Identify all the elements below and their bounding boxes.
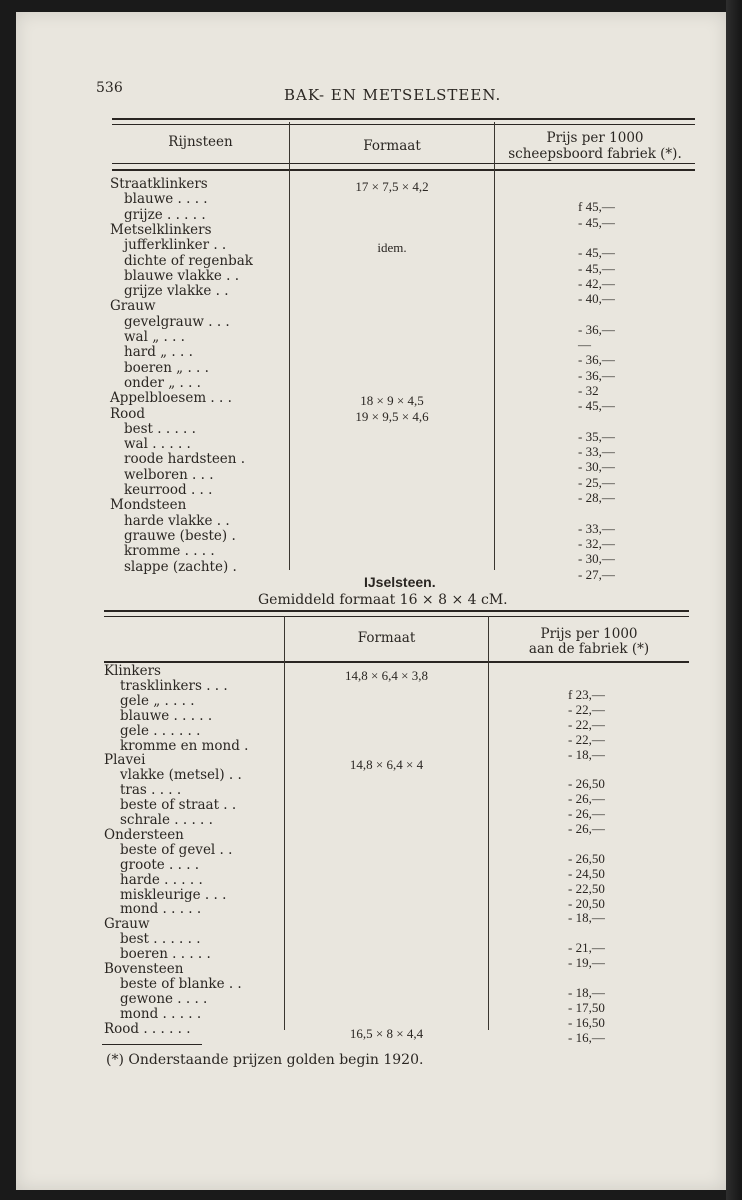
row-price: - 36,— <box>578 321 615 337</box>
row-label: Plavei <box>104 752 146 769</box>
row-label: Bovensteen <box>104 961 184 977</box>
row-price: - 27,— <box>578 566 615 582</box>
table1-header-prijs-2: scheepsboord fabriek (*). <box>508 146 682 162</box>
row-label: gele . . . . . . <box>120 722 201 739</box>
row-label: Rood <box>110 405 146 422</box>
row-label: schrale . . . . . <box>120 812 213 828</box>
table1-header-rijnsteen: Rijnsteen <box>168 134 233 150</box>
row-label: kromme . . . . <box>124 543 215 560</box>
row-price: - 42,— <box>578 275 615 291</box>
section-title: IJselsteen. <box>364 574 436 590</box>
row-format: 14,8 × 6,4 × 4 <box>349 757 424 773</box>
row-price: - 45,— <box>578 398 615 414</box>
table2-top-rule <box>104 610 689 612</box>
row-price: - 40,— <box>578 291 615 307</box>
row-label: blauwe . . . . . <box>120 707 213 724</box>
row-price: - 21,— <box>568 940 605 956</box>
table1-top-rule <box>112 118 695 120</box>
row-label: gewone . . . . <box>120 990 208 1007</box>
row-label: Klinkers <box>104 663 161 679</box>
row-label: jufferklinker . . <box>124 237 227 254</box>
row-price: - 36,— <box>578 367 615 383</box>
table1-header-rule-thick <box>112 169 695 171</box>
row-label: trasklinkers . . . <box>120 677 228 694</box>
row-price: f 45,— <box>578 199 615 215</box>
table2-header-prijs-2: aan de fabriek (*) <box>528 641 650 657</box>
table2-header-formaat: Formaat <box>357 630 416 646</box>
table1-col-divider-2 <box>494 122 495 570</box>
row-price: - 16,— <box>568 1029 605 1045</box>
row-price: - 45,— <box>578 260 615 276</box>
row-label: hard „ . . . <box>124 344 193 361</box>
row-price: - 22,50 <box>568 880 605 896</box>
row-price: - 33,— <box>578 520 615 536</box>
row-label: blauwe vlakke . . <box>124 267 240 284</box>
row-price: - 28,— <box>578 490 615 505</box>
row-label: groote . . . . <box>120 856 200 873</box>
row-label: keurrood . . . <box>124 482 213 498</box>
row-label: Appelbloesem . . . <box>110 390 232 407</box>
row-price: - 22,— <box>568 731 605 747</box>
row-label: mond . . . . . <box>120 901 202 918</box>
table1-header-rule <box>112 163 695 164</box>
row-format: 17 × 7,5 × 4,2 <box>355 179 429 194</box>
table2-header-prijs-1: Prijs per 1000 <box>540 626 638 642</box>
row-label: wal . . . . . <box>124 436 191 453</box>
book-spine <box>726 0 742 1200</box>
row-price: - 30,— <box>578 459 615 475</box>
row-price: - 20,50 <box>568 895 605 911</box>
row-label: dichte of regenbak <box>124 252 253 269</box>
row-label: vlakke (metsel) . . <box>120 767 242 784</box>
row-label: grauwe (beste) . <box>124 527 236 544</box>
row-price: - 25,— <box>578 474 615 490</box>
row-label: beste of straat . . <box>120 797 237 814</box>
row-format: 18 × 9 × 4,5 <box>360 393 424 409</box>
footnote: (*) Onderstaande prijzen golden begin 1920. <box>106 1052 424 1068</box>
row-label: roode hardsteen . <box>124 451 246 468</box>
row-label: best . . . . . <box>124 420 196 437</box>
row-label: grijze . . . . . <box>124 206 206 223</box>
table2-header-rule <box>104 661 689 663</box>
running-header: BAK- EN METSELSTEEN. <box>284 86 502 104</box>
table1-header-prijs-1: Prijs per 1000 <box>546 130 644 146</box>
row-label: Rood . . . . . . <box>104 1020 191 1037</box>
row-label: Straatklinkers <box>110 176 208 192</box>
row-price: - 26,50 <box>568 776 605 792</box>
row-format: idem. <box>377 240 407 256</box>
table1-top-rule-thin <box>112 124 695 125</box>
row-format: 14,8 × 6,4 × 3,8 <box>345 668 428 683</box>
row-label: Grauw <box>104 916 150 933</box>
row-price: - 32 <box>578 382 599 398</box>
row-label: Metselklinkers <box>110 221 212 238</box>
row-label: beste of blanke . . <box>120 975 242 992</box>
row-price: - 26,— <box>568 806 605 822</box>
row-price: - 18,— <box>568 746 605 762</box>
row-label: grijze vlakke . . <box>124 283 229 300</box>
row-price: - 24,50 <box>568 865 605 881</box>
row-price: - 22,— <box>568 716 605 732</box>
row-format: 19 × 9,5 × 4,6 <box>355 408 429 424</box>
row-price: - 33,— <box>578 444 615 460</box>
row-price: - 18,— <box>568 984 605 1000</box>
table1-header-formaat: Formaat <box>363 138 421 154</box>
row-label: welboren . . . <box>124 466 214 483</box>
row-price: - 19,— <box>568 955 605 971</box>
row-price: - 22,— <box>568 701 605 717</box>
row-label: boeren . . . . . <box>120 946 211 963</box>
row-label: harde vlakke . . <box>124 512 230 529</box>
row-label: mond . . . . . <box>120 1005 202 1022</box>
row-label: onder „ . . . <box>124 374 201 391</box>
row-label: Grauw <box>110 298 156 315</box>
row-price: f 23,— <box>568 686 605 702</box>
row-label: gevelgrauw . . . <box>124 313 230 330</box>
footnote-rule <box>102 1044 202 1045</box>
row-label: Ondersteen <box>104 826 184 843</box>
row-price: - 26,— <box>568 821 605 836</box>
section-subtitle: Gemiddeld formaat 16 × 8 × 4 cM. <box>258 592 508 608</box>
row-price: - 18,— <box>568 910 605 926</box>
row-price: - 26,50 <box>568 850 605 866</box>
row-price: - 32,— <box>578 535 615 551</box>
row-label: gele „ . . . . <box>120 692 195 709</box>
row-label: miskleurige . . . <box>120 886 227 903</box>
page-number: 536 <box>96 80 123 96</box>
row-price: - 26,— <box>568 791 605 807</box>
row-label: wal „ . . . <box>124 329 185 345</box>
row-label: beste of gevel . . <box>120 841 233 858</box>
row-label: blauwe . . . . <box>124 191 208 208</box>
table2-col-divider-2 <box>488 616 489 1030</box>
row-price: - 35,— <box>578 428 615 444</box>
row-price: - 45,— <box>578 214 615 230</box>
row-label: tras . . . . <box>120 782 182 799</box>
row-price: - 45,— <box>578 245 615 261</box>
row-label: best . . . . . . <box>120 931 201 948</box>
row-label: Mondsteen <box>110 497 187 514</box>
table2-top-rule-thin <box>104 616 689 617</box>
row-price: - 36,— <box>578 352 615 368</box>
row-label: boeren „ . . . <box>124 359 209 376</box>
row-label: kromme en mond . <box>120 737 249 754</box>
row-format: 16,5 × 8 × 4,4 <box>349 1025 424 1041</box>
row-label: harde . . . . . <box>120 871 203 888</box>
row-price: — <box>578 337 591 352</box>
row-price: - 17,50 <box>568 999 605 1015</box>
row-label: slappe (zachte) . <box>124 558 237 575</box>
row-price: - 30,— <box>578 551 615 567</box>
row-price: - 16,50 <box>568 1014 605 1030</box>
